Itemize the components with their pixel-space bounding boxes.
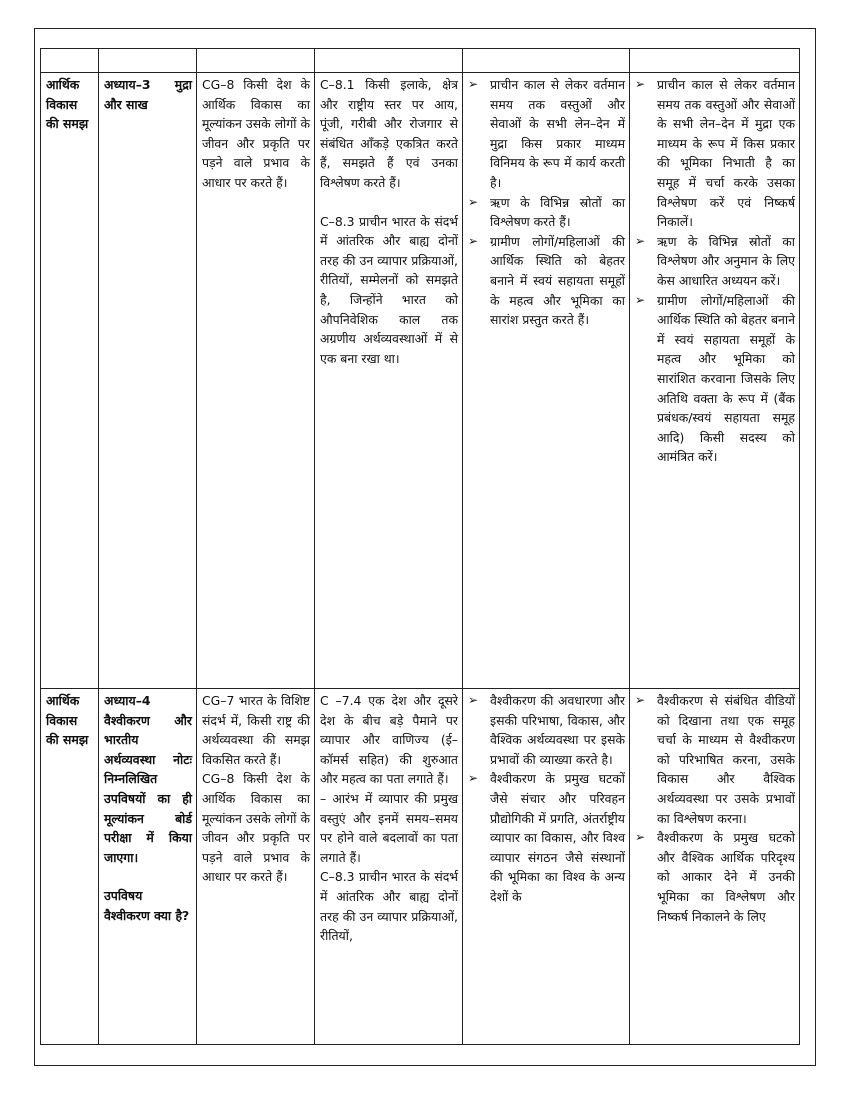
- list-item: ➢ वैश्वीकरण के प्रमुख घटकों जैसे संचार और परिवहन प्रौद्योगिकी में प्रगति, अंतर्राष्ट्रीय व्यापार का विकास, और विश्व व्यापार संगठन जैसे संस्थानों की भूमिका का विश्व के अन्य देशों के: [468, 771, 625, 904]
- outcome-text: – आरंभ में व्यापार की प्रमुख वस्तुएं और इनमें समय–समय पर होने वाले बदलावों का पता लगाते हैं।: [320, 790, 458, 865]
- arrow-bullet-icon: ➢: [468, 693, 479, 707]
- outcome-text: C–8.3 प्राचीन भारत के संदर्भ में आंतरिक और बाह्य दोनों तरह की उन व्यापार प्रक्रियाओं, रीतियों, सम्मेलनों को समझते है, जिन्होंने भारत को औपनिवेशिक काल तक अग्रणीय अर्थव्यवस्थाओं में से एक बना रखा था।: [320, 213, 458, 366]
- arrow-bullet-icon: ➢: [468, 77, 479, 91]
- chapter-text: अध्याय–3 मुद्रा और साख: [104, 77, 192, 112]
- chapter-cell: [99, 689, 197, 1045]
- area-cell: आर्थिक विकास की समझ: [41, 73, 99, 689]
- area-cell: आर्थिक विकास की समझ: [41, 689, 99, 1045]
- arrow-bullet-icon: ➢: [635, 693, 646, 707]
- arrow-bullet-icon: ➢: [635, 77, 646, 91]
- arrow-bullet-icon: ➢: [635, 233, 646, 248]
- header-cell: [630, 49, 800, 73]
- arrow-bullet-icon: ➢: [468, 233, 479, 248]
- outcome-text: C–8.1 किसी इलाके, क्षेत्र और राष्ट्रीय स्तर पर आय, पूंजी, गरीबी और रोजगार से संबंधित आँकड़े एकत्रित करते हैं, समझते हैं एवं उनका विश्लेषण करते हैं।: [320, 77, 458, 190]
- header-cell: [99, 49, 197, 73]
- list-item: ➢ वैश्वीकरण से संबंधित वीडियों को दिखाना तथा एक समूह चर्चा के माध्यम से वैश्वीकरण को परिभाषित करना, उसके विकास और वैश्विक अर्थव्यवस्था पर उसके प्रभावों का विश्लेषण करना।: [635, 693, 795, 826]
- competency-cell: [197, 73, 315, 689]
- chapter-text: अध्याय–4 वैश्वीकरण और भारतीय अर्थव्यवस्था नोटः निम्नलिखित उपविषयों का ही मूल्यांकन बोर्ड परीक्षा में किया जाएगा।: [104, 693, 192, 865]
- table-row: [41, 689, 800, 1045]
- competency-text: CG–7 भारत के विशिष्ट संदर्भ में, किसी राष्ट्र की अर्थव्यवस्था की समझ विकसित करते हैं।: [202, 693, 310, 767]
- table-row: [41, 73, 800, 689]
- outcomes-cell: [315, 73, 463, 689]
- outcomes-cell: [315, 689, 463, 1045]
- list-item: ➢ ऋण के विभिन्न स्रोतों का विश्लेषण और अनुमान के लिए केस आधारित अध्ययन करें।: [635, 233, 795, 288]
- list-item: ➢ वैश्वीकरण के प्रमुख घटको और वैश्विक आर्थिक परिदृश्य को आकार देने में उनकी भूमिका का विश्लेषण और निष्कर्ष निकालने के लिए: [635, 830, 795, 924]
- arrow-bullet-icon: ➢: [635, 292, 646, 307]
- learning-cell: [463, 73, 630, 689]
- arrow-bullet-icon: ➢: [468, 771, 479, 786]
- pedagogy-cell: [630, 73, 800, 689]
- list-item: ➢ ग्रामीण लोगों/महिलाओं की आर्थिक स्थिति को बेहतर बनाने में स्वयं सहायता समूहों के महत्व और भूमिका को सारांशित करवाना जिसके लिए अतिथि वक्ता के रूप में (बैंक प्रबंधक/स्वयं सहायता समूह आदि) किसी सदस्य को आमंत्रित करें।: [635, 292, 795, 465]
- header-cell: [315, 49, 463, 73]
- list-item: ➢ ऋण के विभिन्न स्रोतों का विश्लेषण करते हैं।: [468, 194, 625, 230]
- competency-cell: [197, 689, 315, 1045]
- arrow-bullet-icon: ➢: [635, 830, 646, 845]
- outcome-text: C –7.4 एक देश और दूसरे देश के बीच बड़े पैमाने पर व्यापार और वाणिज्य (ई–कॉमर्स सहित) की शुरुआत और महत्व का पता लगाते हैं।: [320, 693, 458, 787]
- header-cell: [463, 49, 630, 73]
- header-row: [41, 49, 800, 73]
- list-item: ➢ ग्रामीण लोगों/महिलाओं की आर्थिक स्थिति को बेहतर बनाने में स्वयं सहायता समूहों के महत्व और भूमिका का सारांश प्रस्तुत करते हैं।: [468, 233, 625, 328]
- outcome-text: C–8.3 प्राचीन भारत के संदर्भ में आंतरिक और बाह्य दोनों तरह की उन व्यापार प्रक्रियाओं, रीतियों,: [320, 869, 458, 944]
- list-item: ➢ प्राचीन काल से लेकर वर्तमान समय तक वस्तुओं और सेवाओं के सभी लेन–देन में मुद्रा एक माध्यम के रूप में किस प्रकार की भूमिका निभाती है का समूह में चर्चा करके उसका विश्लेषण करें एवं निष्कर्ष निकालें।: [635, 77, 795, 230]
- competency-text: CG–8 किसी देश के आर्थिक विकास का मूल्यांकन उसके लोगों के जीवन और प्रकृति पर पड़ने वाले प्रभाव के आधार पर करते हैं।: [202, 77, 310, 190]
- header-cell: [41, 49, 99, 73]
- pedagogy-cell: [630, 689, 800, 1045]
- chapter-cell: [99, 73, 197, 689]
- learning-cell: [463, 689, 630, 1045]
- list-item: ➢ प्राचीन काल से लेकर वर्तमान समय तक वस्तुओं और सेवाओं के सभी लेन–देन में मुद्रा किस प्रकार माध्यम विनिमय के रूप में कार्य करती है।: [468, 77, 625, 190]
- syllabus-table: [40, 48, 800, 1045]
- arrow-bullet-icon: ➢: [468, 194, 479, 209]
- header-cell: [197, 49, 315, 73]
- list-item: ➢ वैश्वीकरण की अवधारणा और इसकी परिभाषा, विकास, और वैश्विक अर्थव्यवस्था पर इसके प्रभावों की व्याख्या करते है।: [468, 693, 625, 767]
- chapter-text: उपविषय वैश्वीकरण क्या है?: [104, 888, 190, 923]
- competency-text: CG–8 किसी देश के आर्थिक विकास का मूल्यांकन उसके लोगों के जीवन और प्रकृति पर पड़ने वाले प्रभाव के आधार पर करते हैं।: [202, 771, 310, 885]
